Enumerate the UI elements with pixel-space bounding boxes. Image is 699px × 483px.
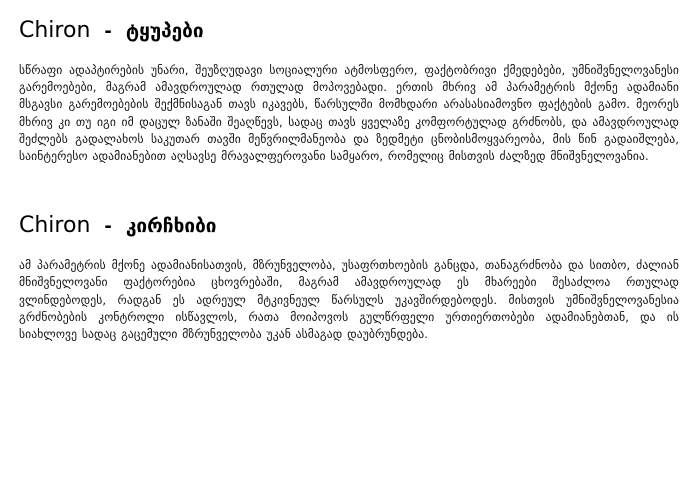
heading-separator: - <box>104 216 112 238</box>
heading-subtitle: ტყუპები <box>125 20 204 42</box>
section-body-text: სწრაფი ადაპტირების უნარი, შეუზღუდავი სოციალური ატმოსფერო, ფაქტობრივი ქმედებები, უმნიშვნელოვანესი გარემოებები, მაგრამ ამავდროულად რთულად მოპოვებადი. ერთის მხრივ ამ პარამეტრის მქონე ადამიანი მსგავსი გარემოებების შექმნისაგან თავს იკავებს, წარსულში მომხდარი არასასიამოვნო ფაქტების გამო. მეორეს მხრივ კი თუ იგი იმ დაცულ ზანაში შეაღწევს, სადაც თავს ყველაზე კომფორტულად გრძნობს, და ამავდროულად შეძლებს გადალახოს საკუთარ თავში მეწვრილმანეობა და ზედმეტი ცნობისმოყვარეობა, მის წინ გადაიშლება, საინტერესო ადამიანებით აღსავსე მრავალფეროვანი სამყარო, რომელიც მისთვის ძალზედ მნიშვნელოვანია. <box>19 63 679 164</box>
heading-subtitle: კირჩხიბი <box>125 215 217 238</box>
section-cancer <box>19 209 679 343</box>
heading-brand: Chiron <box>19 18 91 43</box>
section-twins <box>19 14 679 165</box>
heading-brand: Chiron <box>19 213 91 239</box>
section-heading <box>19 14 679 48</box>
section-heading <box>19 209 679 243</box>
section-body-text: ამ პარამეტრის მქონე ადამიანისათვის, მზრუნველობა, უსაფრთხოების განცდა, თანაგრძნობა და სითბო, ძალიან მნიშვნელოვანი ფაქტორებია ცხოვრებაში, მაგრამ ამავდროულად ეს მხარეები შესაძლოა რთულად ვლინდებოდეს, რადგან ეს ადრეულ მტკივნეულ წარსულს უკავშირდებოდეს. მისთვის უმნიშვნელოვანესია გრძნობების კონტროლი ისწავლოს, რათა მოიპოვოს გულწრფელი ურთიერთობები ადამიანებთან, და ის სიახლოვე სადაც გაცემული მზრუნველობა უკან ასმაგად დაუბრუნდება. <box>19 258 679 342</box>
heading-separator: - <box>104 21 112 42</box>
